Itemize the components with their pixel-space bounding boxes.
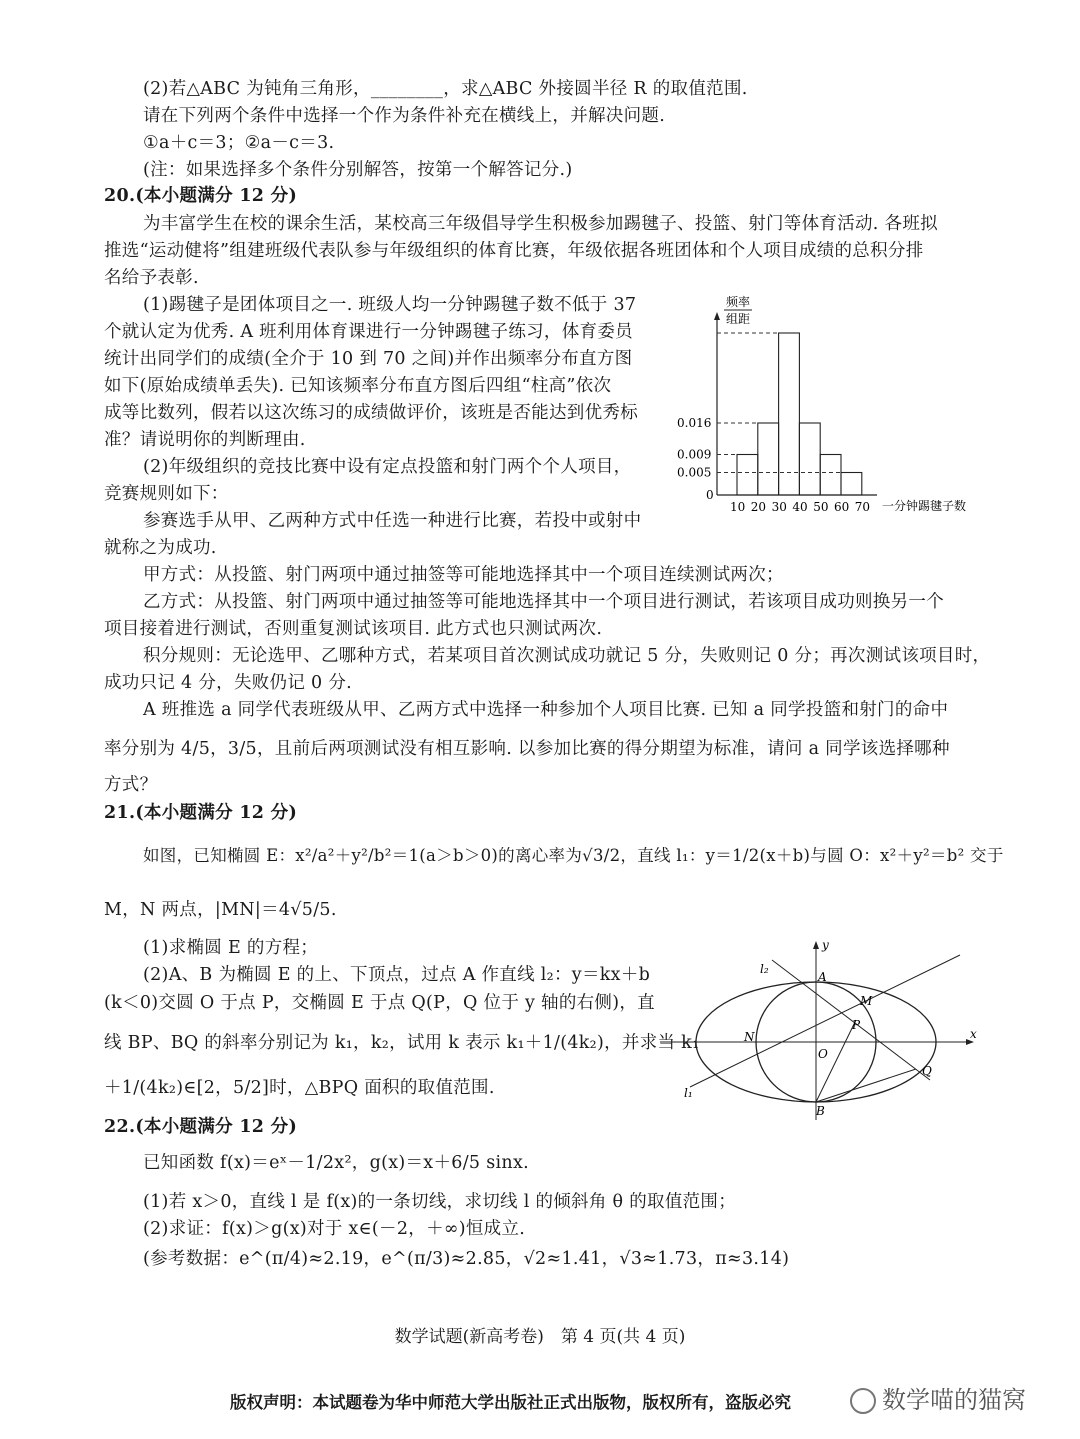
- text-line: 已知函数 f(x)＝eˣ－1/2x²，g(x)＝x＋6/5 sinx.: [143, 1153, 529, 1173]
- text-line: 乙方式：从投篮、射门两项中通过抽签等可能地选择其中一个项目进行测试，若该项目成功则换另一个: [143, 592, 944, 612]
- x-tick-label: 40: [792, 500, 808, 514]
- text-line: 竞赛规则如下：: [104, 484, 229, 504]
- label-x: x: [970, 1027, 977, 1041]
- text-line: (2)若△ABC 为钝角三角形，________，求△ABC 外接圆半径 R 的取值范围.: [143, 79, 748, 99]
- x-tick-label: 30: [771, 500, 787, 514]
- text-line: (参考数据：e^(π/4)≈2.19，e^(π/3)≈2.85，√2≈1.41，√3≈1.73，π≈3.14): [143, 1249, 790, 1269]
- label-A: A: [818, 970, 827, 984]
- text-line: 成等比数列，假若以这次练习的成绩做评价，该班是否能达到优秀标: [104, 403, 638, 423]
- text-line: (1)若 x＞0，直线 l 是 f(x)的一条切线，求切线 l 的倾斜角 θ 的取值范围；: [143, 1192, 737, 1212]
- text-line: 率分别为 4/5，3/5，且前后两项测试没有相互影响. 以参加比赛的得分期望为标准，请问 a 同学该选择哪种: [104, 739, 950, 759]
- y-tick-labels: [677, 416, 711, 480]
- text-line: 如下(原始成绩单丢失). 已知该频率分布直方图后四组“柱高”依次: [104, 376, 612, 396]
- label-B: B: [816, 1104, 825, 1118]
- ellipse-circle-figure: [660, 935, 990, 1125]
- histogram-bar: [779, 333, 800, 495]
- text-line: 方式？: [104, 775, 158, 795]
- page-footer-title: 数学试题(新高考卷) 第 4 页(共 4 页): [394, 1327, 686, 1347]
- text-line: (1)求椭圆 E 的方程；: [143, 938, 319, 958]
- wechat-icon: [850, 1388, 876, 1414]
- x-tick-label: 70: [854, 500, 871, 514]
- histogram-bar: [841, 473, 862, 496]
- y-axis-label-bottom: 组距: [726, 312, 751, 326]
- label-y: y: [822, 938, 829, 952]
- x-tick-label: 50: [813, 500, 829, 514]
- text-line: ＋1/(4k₂)∈[2，5/2]时，△BPQ 面积的取值范围.: [104, 1078, 495, 1098]
- histogram-bar: [758, 423, 779, 495]
- text-line: 推选“运动健将”组建班级代表队参与年级组织的体育比赛，年级依据各班团体和个人项目成绩的总积分排: [104, 241, 924, 261]
- histogram-bars: [737, 333, 862, 495]
- text-line: A 班推选 a 同学代表班级从甲、乙两方式中选择一种参加个人项目比赛. 已知 a 同学投篮和射门的命中: [143, 700, 949, 720]
- label-M: M: [860, 994, 873, 1008]
- text-line: 甲方式：从投篮、射门两项中通过抽签等可能地选择其中一个项目连续测试两次；: [143, 565, 784, 585]
- x-tick-label: 60: [834, 500, 850, 514]
- text-line: 参赛选手从甲、乙两种方式中任选一种进行比赛，若投中或射中: [143, 511, 642, 531]
- text-line: (注：如果选择多个条件分别解答，按第一个解答记分.): [143, 160, 573, 180]
- watermark: [850, 1380, 1026, 1415]
- text-line: ①a＋c＝3；②a－c＝3.: [143, 133, 335, 153]
- label-O: O: [818, 1047, 828, 1061]
- x-tick-label: 20: [750, 500, 767, 514]
- label-N: N: [744, 1030, 755, 1044]
- y-axis-arrow: [813, 941, 819, 949]
- text-line: 线 BP、BQ 的斜率分别记为 k₁，k₂，试用 k 表示 k₁＋1/(4k₂)，并求当 k₁: [104, 1033, 700, 1053]
- text-line: (k＜0)交圆 O 于点 P，交椭圆 E 于点 Q(P，Q 位于 y 轴的右侧)，直: [104, 993, 655, 1013]
- x-tick-label: 10: [730, 500, 746, 514]
- question-heading: 20.(本小题满分 12 分): [104, 186, 298, 206]
- histogram-bar: [737, 455, 758, 496]
- text-line: 成功只记 4 分，失败仍记 0 分.: [104, 673, 352, 693]
- text-line: 统计出同学们的成绩(全介于 10 到 70 之间)并作出频率分布直方图: [104, 349, 633, 369]
- text-line: 请在下列两个条件中选择一个作为条件补充在横线上，并解决问题.: [143, 106, 666, 126]
- y-tick-label: 0.016: [677, 416, 712, 430]
- text-line: 名给予表彰.: [104, 268, 199, 288]
- label-l1: l₁: [684, 1086, 693, 1100]
- label-l2: l₂: [760, 962, 769, 976]
- frequency-histogram: [672, 290, 992, 530]
- histogram-bar: [799, 423, 820, 495]
- x-axis-label: 一分钟踢毽子数: [882, 499, 967, 513]
- origin-label: 0: [706, 488, 714, 502]
- line-l2: [772, 960, 930, 1080]
- label-P: P: [852, 1018, 861, 1032]
- text-line: (2)A、B 为椭圆 E 的上、下顶点，过点 A 作直线 l₂：y＝kx＋b: [143, 965, 651, 985]
- text-line: 准？请说明你的判断理由.: [104, 430, 306, 450]
- text-line: (2)求证：f(x)＞g(x)对于 x∈(－2，＋∞)恒成立.: [143, 1219, 526, 1239]
- text-line: 就称之为成功.: [104, 538, 217, 558]
- y-axis-arrow: [714, 312, 720, 320]
- question-heading: 22.(本小题满分 12 分): [104, 1117, 298, 1137]
- text-line: (1)踢毽子是团体项目之一. 班级人均一分钟踢毽子数不低于 37: [143, 295, 637, 315]
- dashed-guides: [717, 333, 862, 473]
- x-tick-labels: [730, 500, 870, 514]
- label-Q: Q: [922, 1064, 932, 1078]
- text-line: 个就认定为优秀. A 班利用体育课进行一分钟踢毽子练习，体育委员: [104, 322, 633, 342]
- copyright-notice: 版权声明：本试题卷为华中师范大学出版社正式出版物，版权所有，盗版必究: [230, 1393, 791, 1412]
- watermark-text: 数学喵的猫窝: [882, 1386, 1026, 1414]
- y-axis-label-top: 频率: [726, 295, 751, 309]
- text-line: M，N 两点，|MN|＝4√5/5.: [104, 900, 337, 920]
- text-line: 如图，已知椭圆 E：x²/a²＋y²/b²＝1(a＞b＞0)的离心率为√3/2，直线 l₁：y＝1/2(x＋b)与圆 O：x²＋y²＝b² 交于: [143, 846, 1004, 865]
- question-heading: 21.(本小题满分 12 分): [104, 803, 298, 823]
- y-tick-label: 0.005: [677, 465, 712, 480]
- histogram-bar: [820, 455, 841, 496]
- segment-BP: [816, 1020, 856, 1102]
- text-line: 项目接着进行测试，否则重复测试该项目. 此方式也只测试两次.: [104, 619, 603, 639]
- text-line: (2)年级组织的竞技比赛中设有定点投篮和射门两个个人项目，: [143, 457, 632, 477]
- text-line: 积分规则：无论选甲、乙哪种方式，若某项目首次测试成功就记 5 分，失败则记 0 分；再次测试该项目时，: [143, 646, 991, 666]
- text-line: 为丰富学生在校的课余生活，某校高三年级倡导学生积极参加踢毽子、投篮、射门等体育活动. 各班拟: [143, 214, 938, 234]
- y-tick-label: 0.009: [677, 447, 712, 462]
